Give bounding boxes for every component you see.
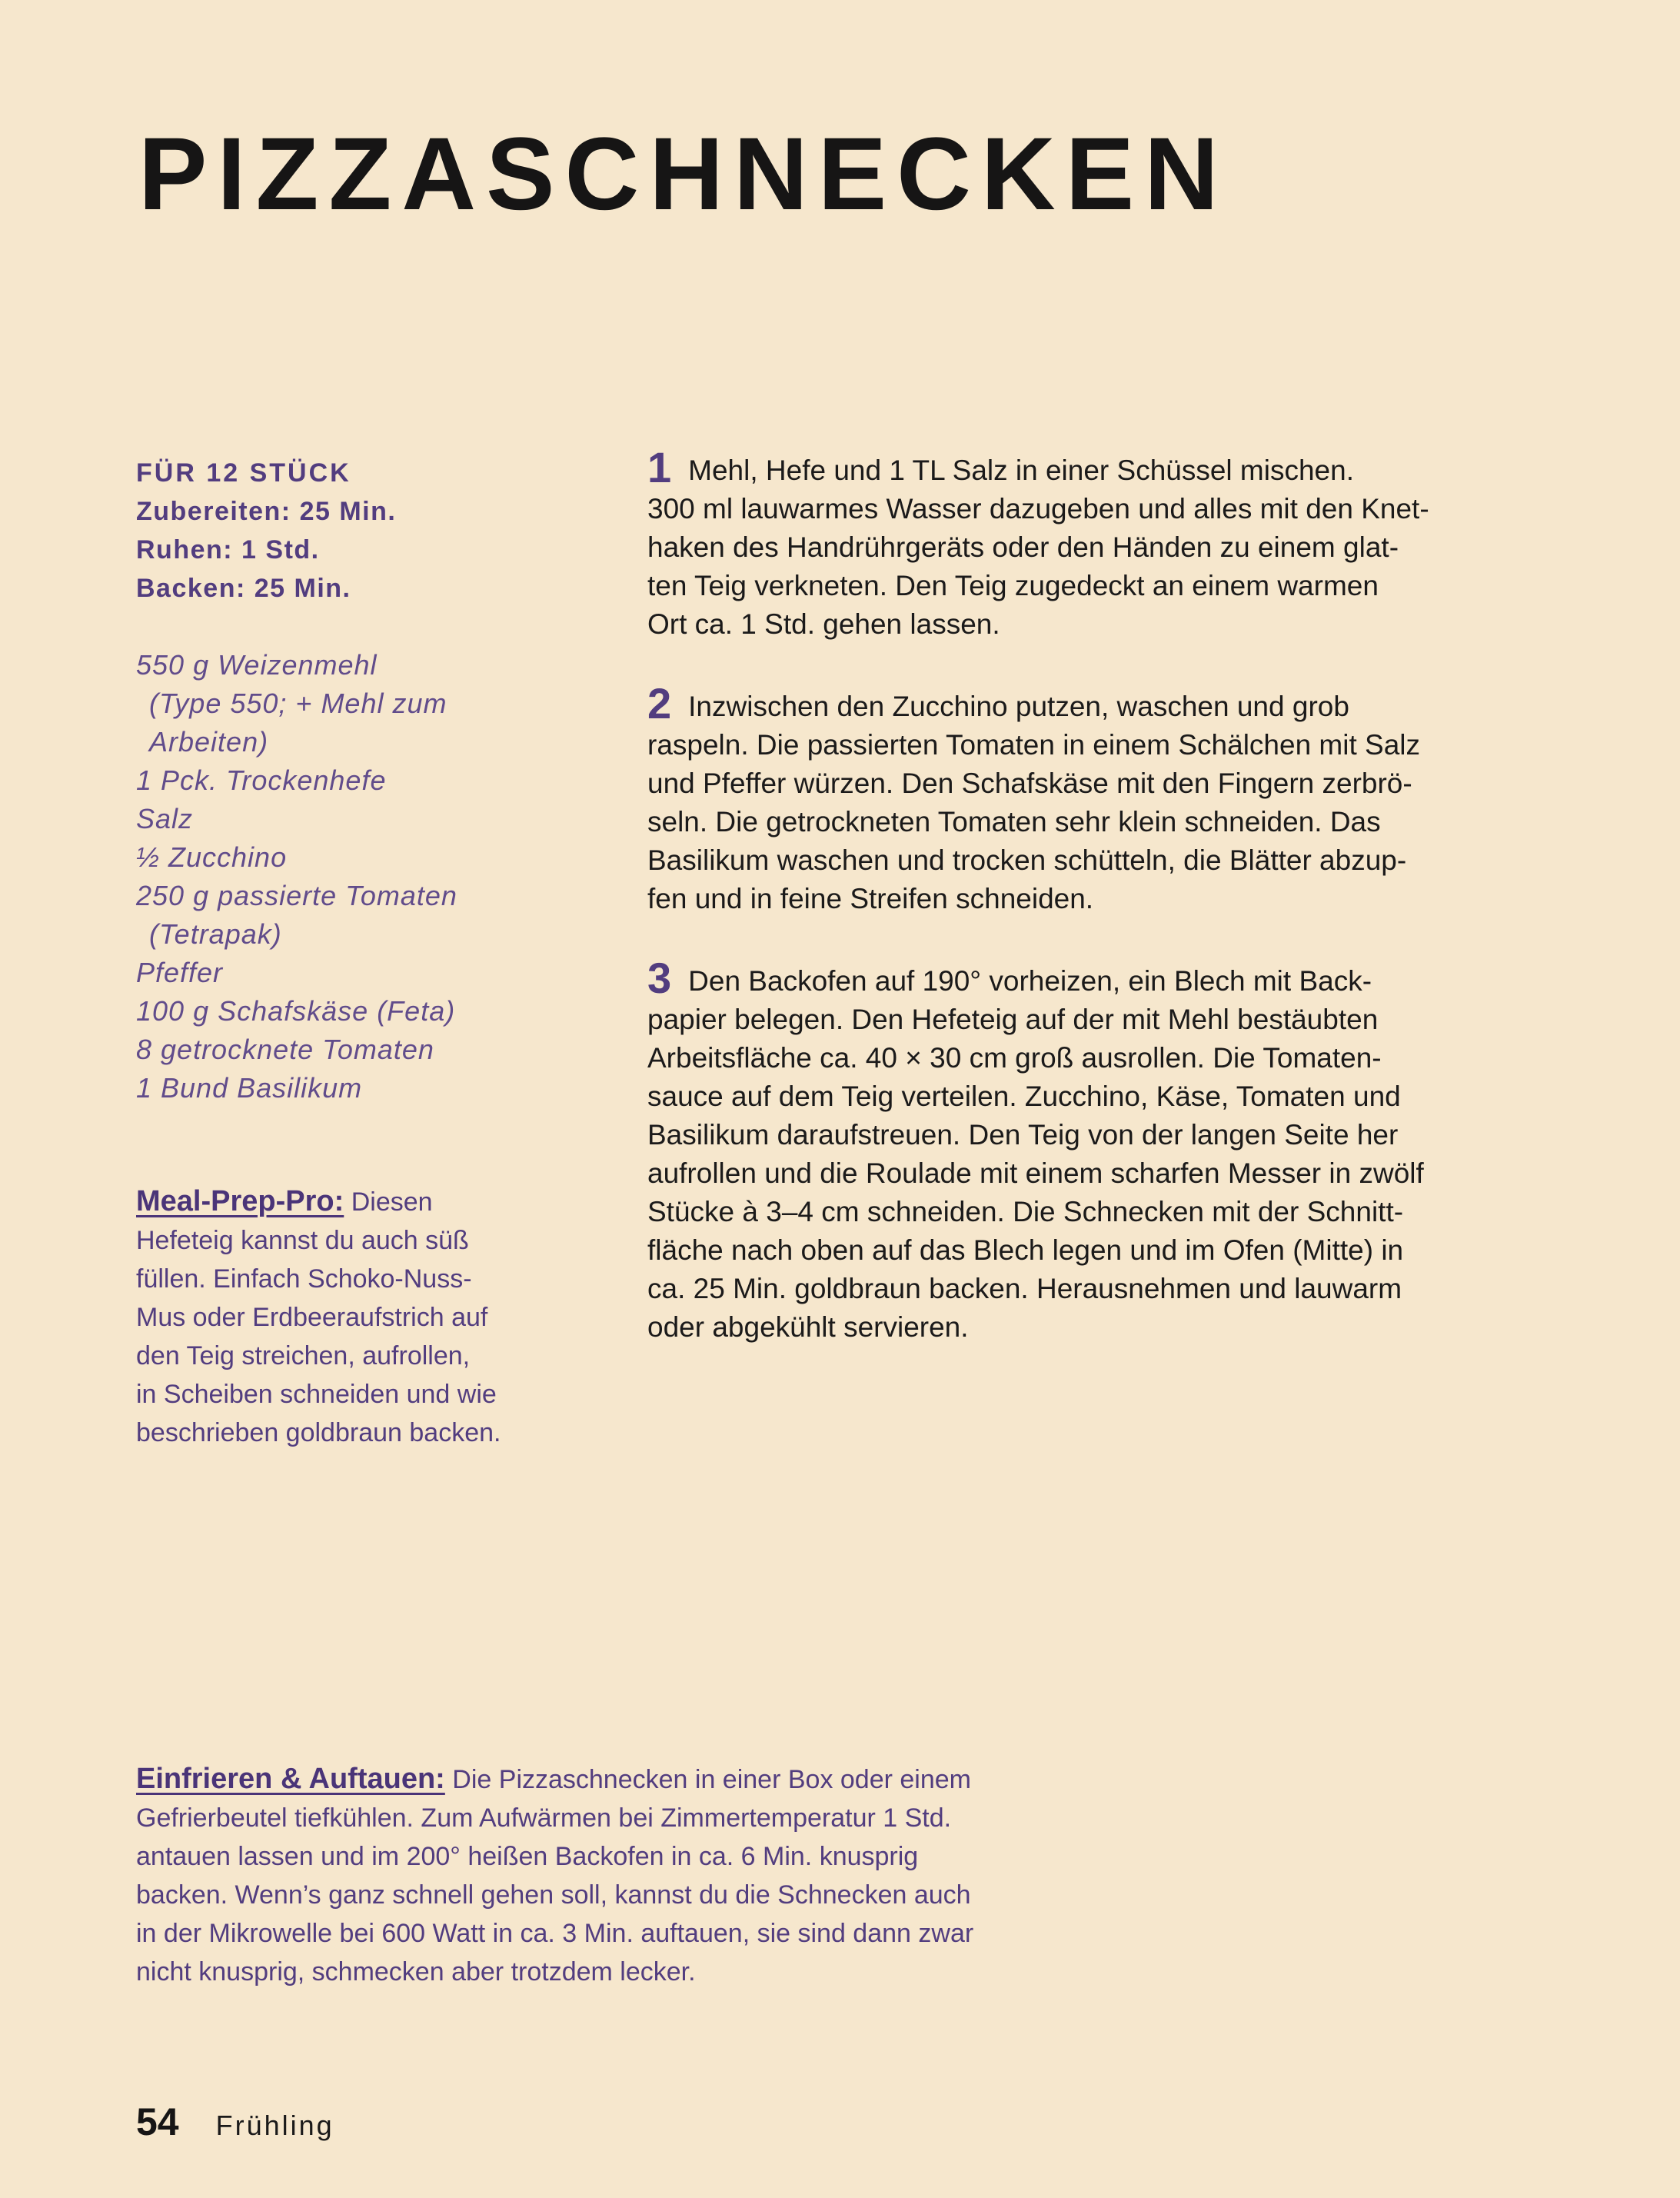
bake-time: Backen: 25 Min.	[136, 574, 351, 603]
step-line	[647, 443, 1516, 491]
ingredient-item: 550 g Weizenmehl	[136, 649, 378, 681]
prep-time: Zubereiten: 25 Min.	[136, 497, 397, 526]
step-line: 300 ml lauwarmes Wasser dazugeben und alles mit den Knet-	[647, 493, 1429, 525]
step-line: oder abgekühlt servieren.	[647, 1311, 969, 1343]
step-line	[647, 679, 1516, 728]
freeze-text: Die Pizzaschnecken in einer Box oder einem	[452, 1765, 971, 1794]
tip-line: beschrieben goldbraun backen.	[136, 1418, 501, 1447]
ingredient-item: Salz	[136, 803, 194, 834]
page-title: PIZZASCHNECKEN	[138, 117, 1229, 231]
ingredient-item: Pfeffer	[136, 957, 224, 988]
ingredient-item-note: (Tetrapak)	[149, 918, 282, 950]
step-line: sauce auf dem Teig verteilen. Zucchino, Käse, Tomaten und	[647, 1081, 1401, 1112]
step-line: Ort ca. 1 Std. gehen lassen.	[647, 608, 1000, 640]
ingredient-item-note: (Type 550; + Mehl zum	[149, 688, 447, 719]
recipe-meta	[136, 454, 567, 608]
ingredient-item: 1 Bund Basilikum	[136, 1072, 363, 1104]
step-line: raspeln. Die passierten Tomaten in einem Schälchen mit Salz	[647, 729, 1420, 761]
page-footer	[136, 2100, 334, 2144]
step-line: fen und in feine Streifen schneiden.	[647, 883, 1094, 914]
section-name: Frühling	[215, 2110, 334, 2141]
tip-line: Mus oder Erdbeeraufstrich auf	[136, 1303, 488, 1332]
step-line: aufrollen und die Roulade mit einem scharfen Messer in zwölf	[647, 1157, 1424, 1189]
step-line: seln. Die getrockneten Tomaten sehr klein schneiden. Das	[647, 806, 1381, 838]
step-3	[647, 954, 1516, 1347]
step-line: haken des Handrührgeräts oder den Händen zu einem glat-	[647, 531, 1399, 563]
freeze-line: in der Mikrowelle bei 600 Watt in ca. 3 Min. auftauen, sie sind dann zwar	[136, 1919, 974, 1948]
meal-prep-tip	[136, 1182, 567, 1452]
tip-line: in Scheiben schneiden und wie	[136, 1380, 497, 1409]
tip-heading: Meal-Prep-Pro:	[136, 1185, 344, 1217]
page-number: 54	[136, 2100, 179, 2143]
step-number: 2	[647, 679, 672, 728]
ingredient-item: 100 g Schafskäse (Feta)	[136, 995, 456, 1027]
step-line: und Pfeffer würzen. Den Schafskäse mit den Fingern zerbrö-	[647, 768, 1412, 799]
freeze-line	[136, 1760, 1136, 1799]
step-1	[647, 443, 1516, 644]
step-line: ten Teig verkneten. Den Teig zugedeckt an einem warmen	[647, 570, 1379, 601]
step-line: papier belegen. Den Hefeteig auf der mit Mehl bestäubten	[647, 1004, 1379, 1035]
freeze-line: Gefrierbeutel tiefkühlen. Zum Aufwärmen bei Zimmertemperatur 1 Std.	[136, 1803, 952, 1833]
rest-time: Ruhen: 1 Std.	[136, 535, 320, 564]
step-line: Arbeitsfläche ca. 40 × 30 cm groß ausrollen. Die Tomaten-	[647, 1042, 1382, 1074]
step-text: Den Backofen auf 190° vorheizen, ein Blech mit Back-	[688, 965, 1372, 997]
freeze-line: backen. Wenn’s ganz schnell gehen soll, kannst du die Schnecken auch	[136, 1880, 971, 1910]
ingredient-item-note: Arbeiten)	[149, 726, 269, 758]
step-line: ca. 25 Min. goldbraun backen. Herausnehmen und lauwarm	[647, 1273, 1402, 1304]
freeze-heading: Einfrieren & Auftauen:	[136, 1763, 445, 1795]
tip-line: den Teig streichen, aufrollen,	[136, 1341, 471, 1370]
step-2	[647, 679, 1516, 918]
ingredient-item: 8 getrocknete Tomaten	[136, 1034, 434, 1065]
freeze-line: nicht knusprig, schmecken aber trotzdem lecker.	[136, 1957, 696, 1987]
step-number: 3	[647, 954, 672, 1002]
tip-line: Hefeteig kannst du auch süß	[136, 1226, 469, 1255]
ingredient-item: ½ Zucchino	[136, 841, 288, 873]
tip-line	[136, 1182, 567, 1221]
step-text: Mehl, Hefe und 1 TL Salz in einer Schüssel mischen.	[688, 455, 1354, 486]
step-number: 1	[647, 443, 672, 491]
tip-text: Diesen	[351, 1187, 433, 1217]
freeze-line: antauen lassen und im 200° heißen Backofen in ca. 6 Min. knusprig	[136, 1842, 919, 1871]
portion-info: FÜR 12 STÜCK	[136, 458, 351, 488]
step-text: Inzwischen den Zucchino putzen, waschen und grob	[688, 691, 1349, 722]
ingredient-list	[136, 646, 613, 1107]
ingredient-item: 1 Pck. Trockenhefe	[136, 764, 387, 796]
step-line: Basilikum daraufstreuen. Den Teig von der langen Seite her	[647, 1119, 1399, 1151]
ingredient-item: 250 g passierte Tomaten	[136, 880, 457, 911]
step-line: Stücke à 3–4 cm schneiden. Die Schnecken mit der Schnitt-	[647, 1196, 1404, 1227]
instruction-steps	[647, 443, 1516, 1385]
step-line: Basilikum waschen und trocken schütteln, die Blätter abzup-	[647, 844, 1407, 876]
tip-line: füllen. Einfach Schoko-Nuss-	[136, 1264, 472, 1294]
freeze-thaw-note	[136, 1760, 1136, 1991]
step-line: fläche nach oben auf das Blech legen und im Ofen (Mitte) in	[647, 1234, 1404, 1266]
step-line	[647, 954, 1516, 1002]
